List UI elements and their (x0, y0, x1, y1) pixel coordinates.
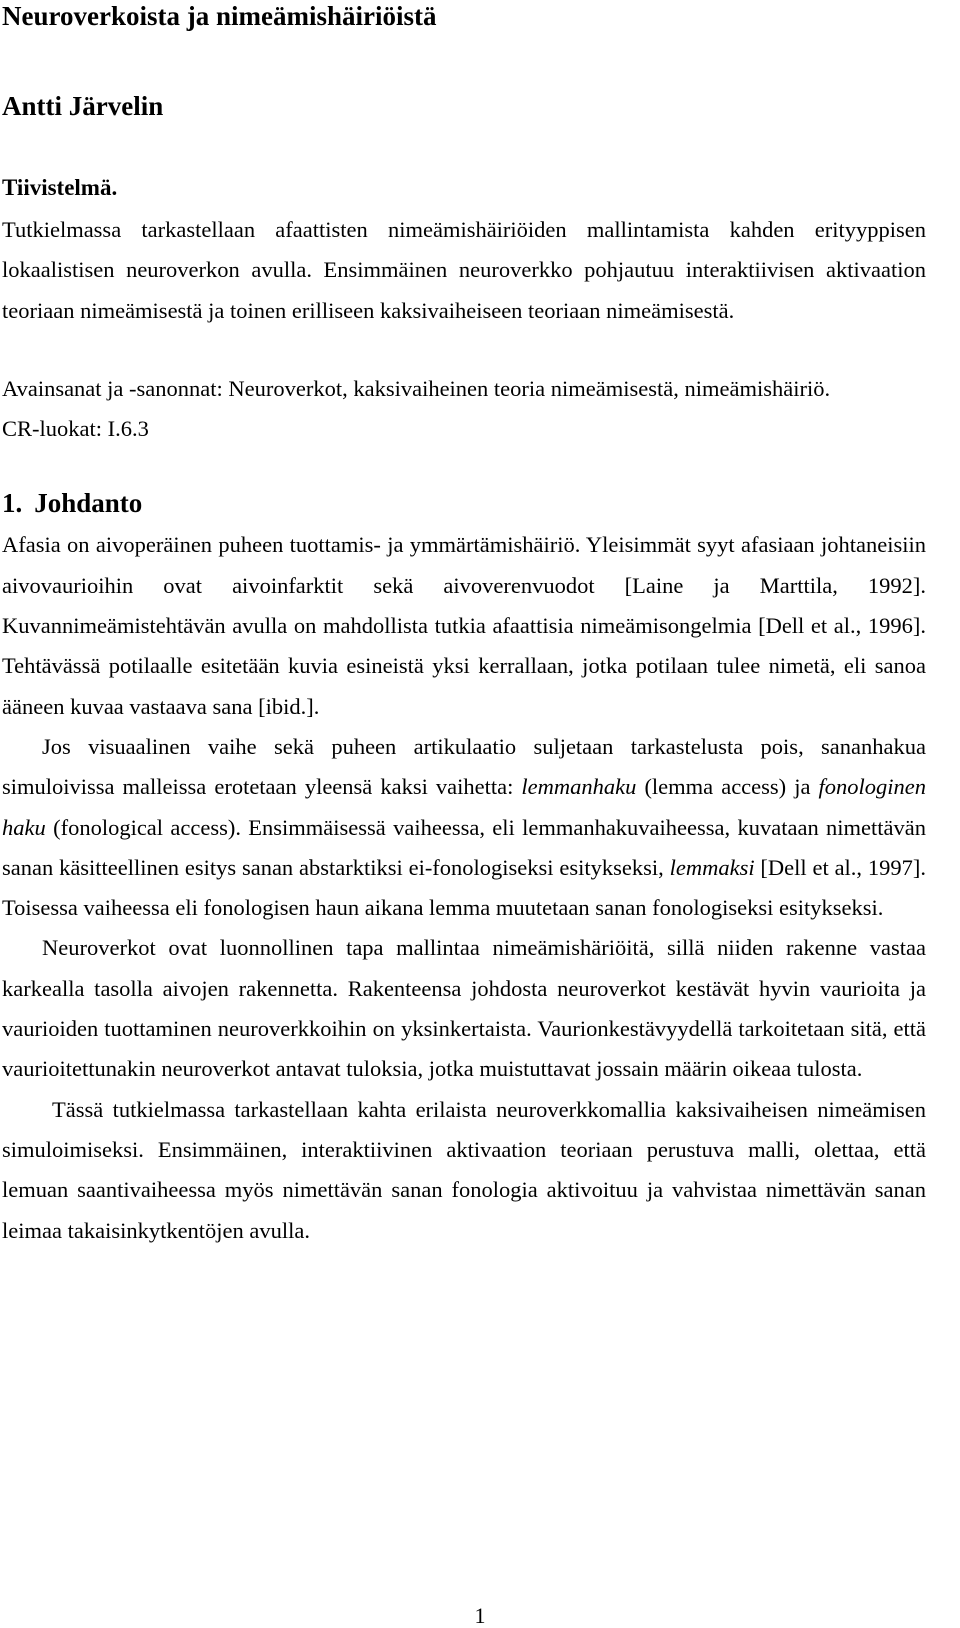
abstract-text: Tutkielmassa tarkastellaan afaattisten nimeämishäiriöiden mallintamista kahden erityyppisen lokaalistisen neuroverkon avulla. Ensimmäinen neuroverkko pohjautuu interaktiivisen aktivaation teoriaan nimeämisestä ja toinen erilliseen kaksivaiheiseen teoriaan nimeämisestä. (2, 217, 926, 323)
author-name: Antti Järvelin (2, 91, 164, 121)
abstract-heading: Tiivistelmä. (2, 175, 118, 200)
page-number: 1 (474, 1603, 486, 1628)
paragraph-3: Neuroverkot ovat luonnollinen tapa mallintaa nimeämishäriöitä, sillä niiden rakenne vastaa karkealla tasolla aivojen rakennetta. Rakenteensa johdosta neuroverkot kestävät hyvin vaurioita ja vaurioiden tuottaminen neuroverkkoihin on yksinkertaista. Vaurionkestävyydellä tarkoitetaan sitä, että vaurioitettunakin neuroverkot antavat tuloksia, jotka muistuttavat jossain määrin oikeaa tulosta. (2, 935, 926, 1082)
keywords: Avainsanat ja -sanonnat: Neuroverkot, kaksivaiheinen teoria nimeämisestä, nimeämishäiriö. (2, 375, 831, 401)
paragraph-2-part-2: (lemma access) ja (636, 774, 819, 800)
section-heading (2, 487, 926, 519)
paragraph-4: Tässä tutkielmassa tarkastellaan kahta erilaista neuroverkkomallia kaksivaiheisen nimeämisen simuloimiseksi. Ensimmäinen, interaktiivinen aktivaation teoriaan perustuva malli, olettaa, että lemuan saantivaiheessa myös nimettävän sanan fonologia aktivoituu ja vahvistaa nimettävän sanan leimaa takaisinkytkentöjen avulla. (2, 1096, 926, 1243)
paragraph-2-part-3: (fonological access). Ensimmäisessä vaiheessa, eli lemmanhakuvaiheessa, kuvataan nimettävän sanan käsitteellinen esitys sanan abstarktiksi ei-fonologiseksi esitykseksi, (2, 814, 926, 880)
section-number: 1. (2, 488, 23, 519)
term-fonologinen-haku: fonologinen haku (2, 774, 926, 840)
paragraph-2 (2, 727, 926, 928)
term-lemmaksi: lemmaksi (669, 854, 755, 880)
paragraph-2-part-1: Jos visuaalinen vaihe sekä puheen artikulaatio suljetaan tarkastelusta pois, sananhakua simuloivissa malleissa erotetaan yleensä kaksi vaihetta: (2, 733, 926, 800)
cr-categories: CR-luokat: I.6.3 (2, 416, 149, 442)
term-lemmanhaku: lemmanhaku (521, 774, 637, 800)
paper-title: Neuroverkoista ja nimeämishäiriöistä (2, 1, 437, 31)
paragraph-1: Afasia on aivoperäinen puheen tuottamis- ja ymmärtämishäiriö. Yleisimmät syyt afasiaan johtaneisiin aivovaurioihin ovat aivoinfarktit sekä aivoverenvuodot [Laine ja Marttila, 1992]. Kuvannimeämistehtävän avulla on mahdollista tutkia afaattisia nimeämisongelmia [Dell et al., 1996]. Tehtävässä potilaalle esitetään kuvia esineistä yksi kerrallaan, jotka potilaan tulee nimetä, eli sanoa ääneen kuvaa vastaava sana [ibid.]. (2, 532, 926, 719)
paragraph-2-part-4: [Dell et al., 1997]. Toisessa vaiheessa eli fonologisen haun aikana lemma muutetaan sanan fonologiseksi esitykseksi. (2, 854, 927, 921)
section-title: Johdanto (34, 488, 143, 519)
